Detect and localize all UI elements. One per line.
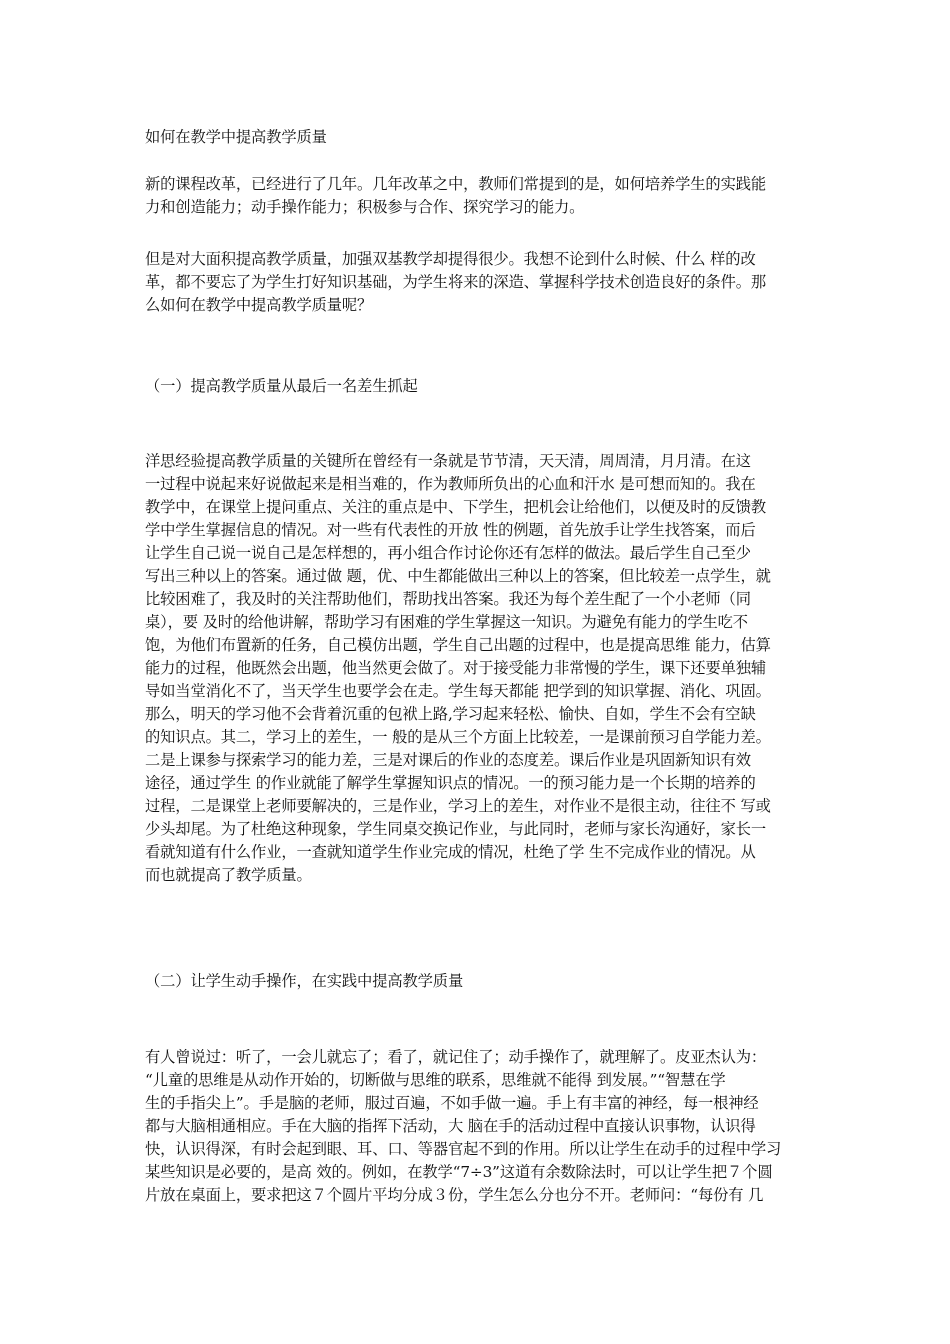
text-line: 桌），要 及时的给他讲解，帮助学习有困难的学生掌握这一知识。为避免有能力的学生吃不 (145, 613, 748, 631)
section-heading-1-block (145, 375, 810, 398)
text-line: 新的课程改革，已经进行了几年。几年改革之中，教师们常提到的是，如何培养学生的实践能 (145, 175, 767, 193)
section-heading-1: （一）提高教学质量从最后一名差生抓起 (145, 377, 418, 395)
paragraph-section-2 (145, 1046, 810, 1207)
text-line: 某些知识是必要的，是高 效的。例如，在教学“7÷3”这道有余数除法时，可以让学生把７个圆 (145, 1163, 773, 1181)
text-line: 力和创造能力；动手操作能力；积极参与合作、探究学习的能力。 (145, 198, 585, 216)
text-line: 一过程中说起来好说做起来是相当难的，作为教师所负出的心血和汗水 是可想而知的。我在 (145, 475, 756, 493)
text-line: 但是对大面积提高教学质量，加强双基教学却提得很少。我想不论到什么时候、什么 样的改 (145, 250, 756, 268)
text-line: 导如当堂消化不了，当天学生也要学会在走。学生每天都能 把学到的知识掌握、消化、巩固。 (145, 682, 771, 700)
section-heading-2-block (145, 970, 810, 993)
text-line: 让学生自己说一说自己是怎样想的，再小组合作讨论你还有怎样的做法。最后学生自己至少 (145, 544, 751, 562)
text-line: 写出三种以上的答案。通过做 题，优、中生都能做出三种以上的答案，但比较差一点学生，就 (145, 567, 771, 585)
text-line: 洋思经验提高教学质量的关键所在曾经有一条就是节节清，天天清，周周清，月月清。在这 (145, 452, 751, 470)
text-line: 能力的过程，他既然会出题，他当然更会做了。对于接受能力非常慢的学生，课下还要单独辅 (145, 659, 767, 677)
text-line: 都与大脑相通相应。手在大脑的指挥下活动，大 脑在手的活动过程中直接认识事物，认识得 (145, 1117, 756, 1135)
paragraph-question (145, 248, 810, 317)
text-line: 的知识点。其二，学习上的差生，一 般的是从三个方面上比较差，一是课前预习自学能力差。 (145, 728, 771, 746)
text-line: 那么，明天的学习他不会背着沉重的包袱上路,学习起来轻松、愉快、自如，学生不会有空缺 (145, 705, 756, 723)
text-line: 么如何在教学中提高教学质量呢？ (145, 296, 373, 314)
text-line: 二是上课参与探索学习的能力差，三是对课后的作业的态度差。课后作业是巩固新知识有效 (145, 751, 751, 769)
section-heading-2: （二）让学生动手操作，在实践中提高教学质量 (145, 972, 464, 990)
text-line: 教学中，在课堂上提问重点、关注的重点是中、下学生，把机会让给他们，以便及时的反馈教 (145, 498, 767, 516)
paragraph-section-1 (145, 450, 810, 887)
text-line: 饱，为他们布置新的任务，自己模仿出题，学生自己出题的过程中，也是提高思维 能力，估算 (145, 636, 771, 654)
text-line: 少头却尾。为了杜绝这种现象，学生同桌交换记作业，与此同时，老师与家长沟通好，家长一 (145, 820, 767, 838)
text-line: 比较困难了，我及时的关注帮助他们，帮助找出答案。我还为每个差生配了一个小老师（同 (145, 590, 751, 608)
text-line: 途径，通过学生 的作业就能了解学生掌握知识点的情况。一的预习能力是一个长期的培养的 (145, 774, 756, 792)
text-line: 革，都不要忘了为学生打好知识基础，为学生将来的深造、掌握科学技术创造良好的条件。那 (145, 273, 767, 291)
text-line: 生的手指尖上”。手是脑的老师，服过百遍，不如手做一遍。手上有丰富的神经，每一根神经 (145, 1094, 759, 1112)
paragraph-intro (145, 173, 810, 219)
text-line: 看就知道有什么作业，一查就知道学生作业完成的情况，杜绝了学 生不完成作业的情况。从 (145, 843, 756, 861)
text-line: 过程，二是课堂上老师要解决的，三是作业，学习上的差生，对作业不是很主动，往往不 写或 (145, 797, 771, 815)
document-title-block (145, 126, 810, 149)
text-line: 快，认识得深，有时会起到眼、耳、口、等器官起不到的作用。所以让学生在动手的过程中学习 (145, 1140, 782, 1158)
document-title: 如何在教学中提高教学质量 (145, 128, 327, 146)
text-line: 片放在桌面上，要求把这７个圆片平均分成３份，学生怎么分也分不开。老师问：“每份有 几 (145, 1186, 764, 1204)
text-line: “儿童的思维是从动作开始的，切断做与思维的联系，思维就不能得 到发展。”“智慧在学 (145, 1071, 726, 1089)
text-line: 学中学生掌握信息的情况。对一些有代表性的开放 性的例题，首先放手让学生找答案，而后 (145, 521, 756, 539)
text-line: 而也就提高了教学质量。 (145, 866, 312, 884)
text-line: 有人曾说过：听了，一会儿就忘了；看了，就记住了；动手操作了，就理解了。皮亚杰认为： (145, 1048, 767, 1066)
